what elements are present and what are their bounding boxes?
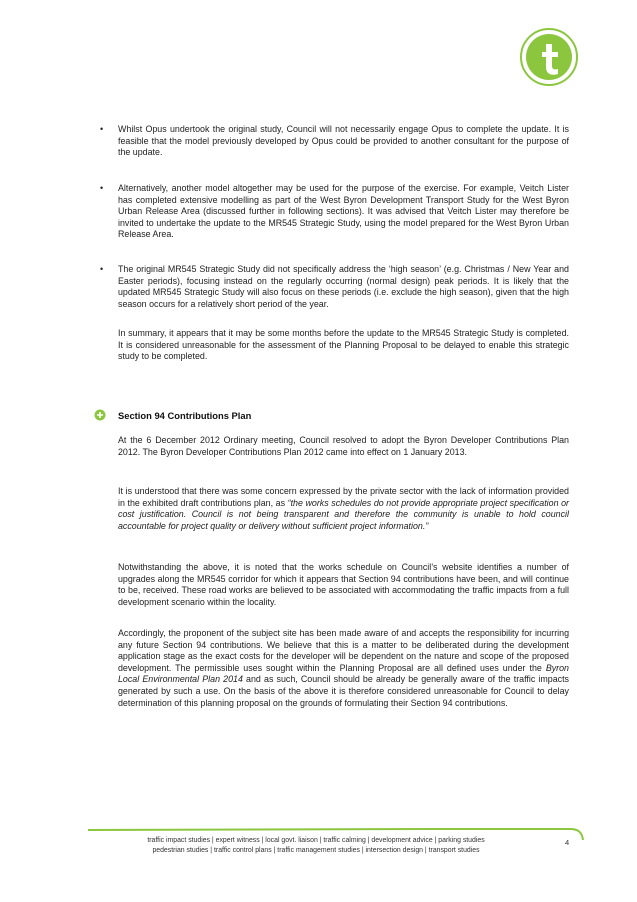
bullet-text: Whilst Opus undertook the original study, Council will not necessarily engage Opus to complete the update. It is feasible that the model previously developed by Opus could be provided to another consultant for the purpose of the update.	[118, 124, 569, 158]
paragraph-text	[118, 628, 569, 709]
bullet-item	[100, 183, 569, 241]
paragraph-text-plain: It is understood that there was some concern expressed by the private sector with the lack of information provided in the exhibited draft contributions plan, as	[118, 486, 569, 508]
footer-services-line1: traffic impact studies | expert witness | local govt. liaison | traffic calming | development advice | parking studies	[147, 837, 485, 844]
paragraph	[118, 486, 569, 532]
paragraph-text: Notwithstanding the above, it is noted that the works schedule on Council’s website identifies a number of upgrades along the MR545 corridor for which it appears that Section 94 contributions have been, and will continue to be, received. These road works are believed to be associated with accommodating the traffic impacts from a full development scenario within the locality.	[118, 562, 569, 607]
t-logo-icon	[519, 27, 579, 87]
bullet-icon: •	[100, 183, 104, 193]
summary-paragraph	[118, 328, 569, 363]
bullet-item	[100, 264, 569, 310]
footer-services-line2: pedestrian studies | traffic control plans | traffic management studies | intersection design | transport studies	[152, 847, 480, 854]
paragraph-text-part: and as such, Council should be already be generally aware of the traffic impacts generated by such a use. On the basis of the above it is therefore considered unreasonable for Council to delay determination of this planning proposal on the grounds of formulating their Section 94 contributions.	[118, 674, 569, 708]
bullet-icon: •	[100, 264, 104, 274]
paragraph	[118, 628, 569, 709]
section-heading: Section 94 Contributions Plan	[118, 410, 252, 421]
paragraph-text-part: Accordingly, the proponent of the subject site has been made aware of and accepts the responsibility for incurring any future Section 94 contributions. We believe that this is a matter to be deliberated during the development application stage as the exact costs for the developer will be dependent on the nature and scope of the proposed development. The permissible uses sought within the Planning Proposal are all defined uses under the	[118, 628, 569, 673]
page-number: 4	[565, 838, 570, 847]
bullet-text: Alternatively, another model altogether may be used for the purpose of the exercise. For example, Veitch Lister has completed extensive modelling as part of the West Byron Development Transport Study for the West Byron Urban Release Area (discussed further in following sections). It was advised that Veitch Lister may therefore be invited to undertake the update to the MR545 Strategic Study, using the model prepared for the West Byron Urban Release Area.	[118, 183, 569, 240]
bullet-text: The original MR545 Strategic Study did not specifically address the ‘high season’ (e.g. Christmas / New Year and Easter periods), focusing instead on the regularly occurring (normal design) peak periods. It is likely that the updated MR545 Strategic Study will also focus on these periods (i.e. exclude the high season), given that the high season occurs for a relatively short period of the year.	[118, 264, 569, 309]
summary-text: In summary, it appears that it may be some months before the update to the MR545 Strategic Study is completed. It is considered unreasonable for the assessment of the Planning Proposal to be delayed to enable this strategic study to be completed.	[118, 328, 569, 362]
circle-plus-icon	[94, 409, 106, 421]
paragraph-text: At the 6 December 2012 Ordinary meeting, Council resolved to adopt the Byron Developer Contributions Plan 2012. The Byron Developer Contributions Plan 2012 came into effect on 1 January 2013.	[118, 435, 569, 457]
paragraph-text	[118, 486, 569, 532]
bullet-item	[100, 124, 569, 159]
paragraph	[118, 562, 569, 608]
paragraph-quote: “the works schedules do not provide appropriate project specification or cost justification. Council is not being transparent and therefore the community is unable to hold council accountable for project quality or delivery without sufficient project information.”	[118, 497, 569, 531]
paragraph	[118, 435, 569, 458]
plan-title: Byron Local Environmental Plan 2014	[118, 662, 569, 685]
bullet-icon: •	[100, 124, 104, 134]
